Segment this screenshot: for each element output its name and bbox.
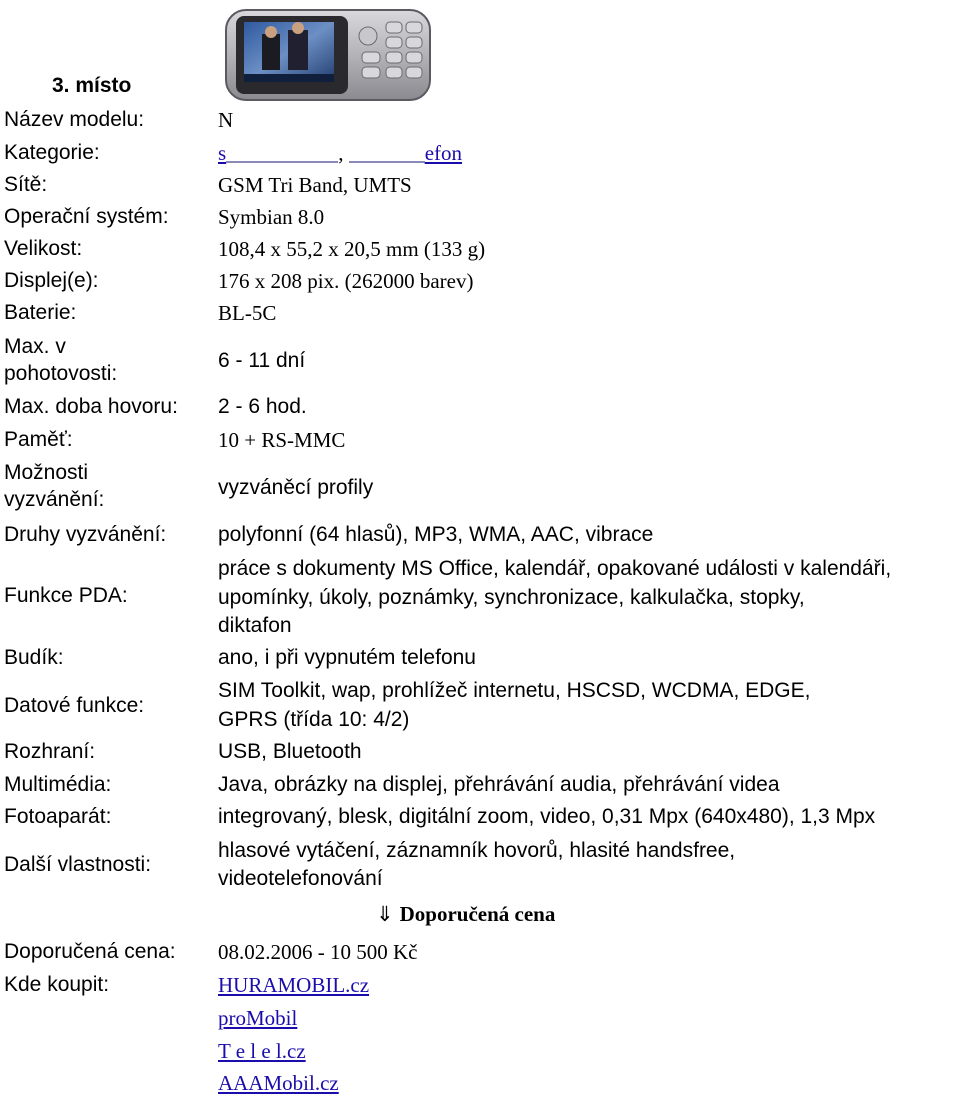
shop-link-promobil[interactable]: proMobil bbox=[218, 1006, 298, 1030]
label-other: Další vlastnosti: bbox=[4, 853, 152, 876]
value-display: 176 x 208 pix. (262000 barev) bbox=[218, 269, 474, 293]
price-section-heading[interactable] bbox=[376, 902, 555, 927]
value-category bbox=[218, 141, 958, 165]
label-size: Velikost: bbox=[4, 237, 83, 260]
label-multimedia: Multimédia: bbox=[4, 773, 112, 796]
label-memory: Paměť: bbox=[4, 428, 73, 451]
label-battery: Baterie: bbox=[4, 301, 77, 324]
label-display: Displej(e): bbox=[4, 269, 99, 292]
value-networks: GSM Tri Band, UMTS bbox=[218, 173, 412, 197]
image-overlap bbox=[236, 106, 346, 132]
value-talktime: 2 - 6 hod. bbox=[218, 395, 307, 418]
shop-link-huramobil[interactable]: HURAMOBIL.cz bbox=[218, 973, 370, 997]
value-ringtone-types: polyfonní (64 hlasů), MP3, WMA, AAC, vibrace bbox=[218, 523, 654, 546]
value-standby: 6 - 11 dní bbox=[218, 349, 306, 372]
value-memory: 10 + RS-MMC bbox=[218, 428, 346, 452]
label-os: Operační systém: bbox=[4, 205, 169, 228]
category-separator: , bbox=[338, 141, 349, 165]
value-alarm: ano, i při vypnutém telefonu bbox=[218, 646, 476, 669]
value-model: N bbox=[218, 108, 234, 132]
value-data-line1: SIM Toolkit, wap, prohlížeč internetu, HSCSD, WCDMA, EDGE, bbox=[218, 679, 811, 702]
value-data-line2: GPRS (třída 10: 4/2) bbox=[218, 708, 410, 731]
value-ringtone-options: vyzváněcí profily bbox=[218, 476, 374, 499]
label-category: Kategorie: bbox=[4, 141, 100, 164]
label-camera: Fotoaparát: bbox=[4, 805, 112, 828]
rank-heading: 3. místo bbox=[52, 74, 132, 97]
value-camera: integrovaný, blesk, digitální zoom, video, 0,31 Mpx (640x480), 1,3 Mpx bbox=[218, 805, 876, 828]
value-pda-line2: upomínky, úkoly, poznámky, synchronizace, kalkulačka, stopky, bbox=[218, 586, 805, 609]
label-networks: Sítě: bbox=[4, 173, 48, 196]
value-pda-line3: diktafon bbox=[218, 614, 292, 637]
label-pda: Funkce PDA: bbox=[4, 584, 128, 607]
label-data: Datové funkce: bbox=[4, 694, 145, 717]
value-multimedia: Java, obrázky na displej, přehrávání audia, přehrávání videa bbox=[218, 773, 780, 796]
value-battery: BL-5C bbox=[218, 301, 277, 325]
value-os: Symbian 8.0 bbox=[218, 205, 325, 229]
label-model: Název modelu: bbox=[4, 108, 145, 131]
label-ringtone-types: Druhy vyzvánění: bbox=[4, 523, 167, 546]
label-ringtone-options-line2: vyzvánění: bbox=[4, 488, 105, 511]
value-size: 108,4 x 55,2 x 20,5 mm (133 g) bbox=[218, 237, 486, 261]
label-ringtone-options-line1: Možnosti bbox=[4, 461, 89, 484]
label-talktime: Max. doba hovoru: bbox=[4, 395, 178, 418]
label-price: Doporučená cena: bbox=[4, 940, 176, 963]
label-interfaces: Rozhraní: bbox=[4, 740, 96, 763]
shop-link-telel[interactable]: T e l e l.cz bbox=[218, 1039, 306, 1063]
label-where-buy: Kde koupit: bbox=[4, 973, 110, 996]
value-other-line1: hlasové vytáčení, záznamník hovorů, hlasité handsfree, bbox=[218, 839, 736, 862]
value-price: 08.02.2006 - 10 500 Kč bbox=[218, 940, 418, 964]
shop-link-aaamobil[interactable]: AAAMobil.cz bbox=[218, 1071, 339, 1095]
label-standby-line2: pohotovosti: bbox=[4, 362, 118, 385]
value-pda-line1: práce s dokumenty MS Office, kalendář, opakované události v kalendáři, bbox=[218, 557, 892, 580]
arrow-down-icon: ⇓ bbox=[376, 902, 394, 926]
label-alarm: Budík: bbox=[4, 646, 64, 669]
label-standby-line1: Max. v bbox=[4, 335, 66, 358]
category-link-smartphone[interactable]: s bbox=[218, 141, 227, 165]
price-heading-text: Doporučená cena bbox=[399, 902, 556, 926]
phone-image bbox=[222, 6, 434, 104]
value-other-line2: videotelefonování bbox=[218, 867, 383, 890]
category-link-videotelefon[interactable]: efon bbox=[424, 141, 463, 165]
value-interfaces: USB, Bluetooth bbox=[218, 740, 362, 763]
